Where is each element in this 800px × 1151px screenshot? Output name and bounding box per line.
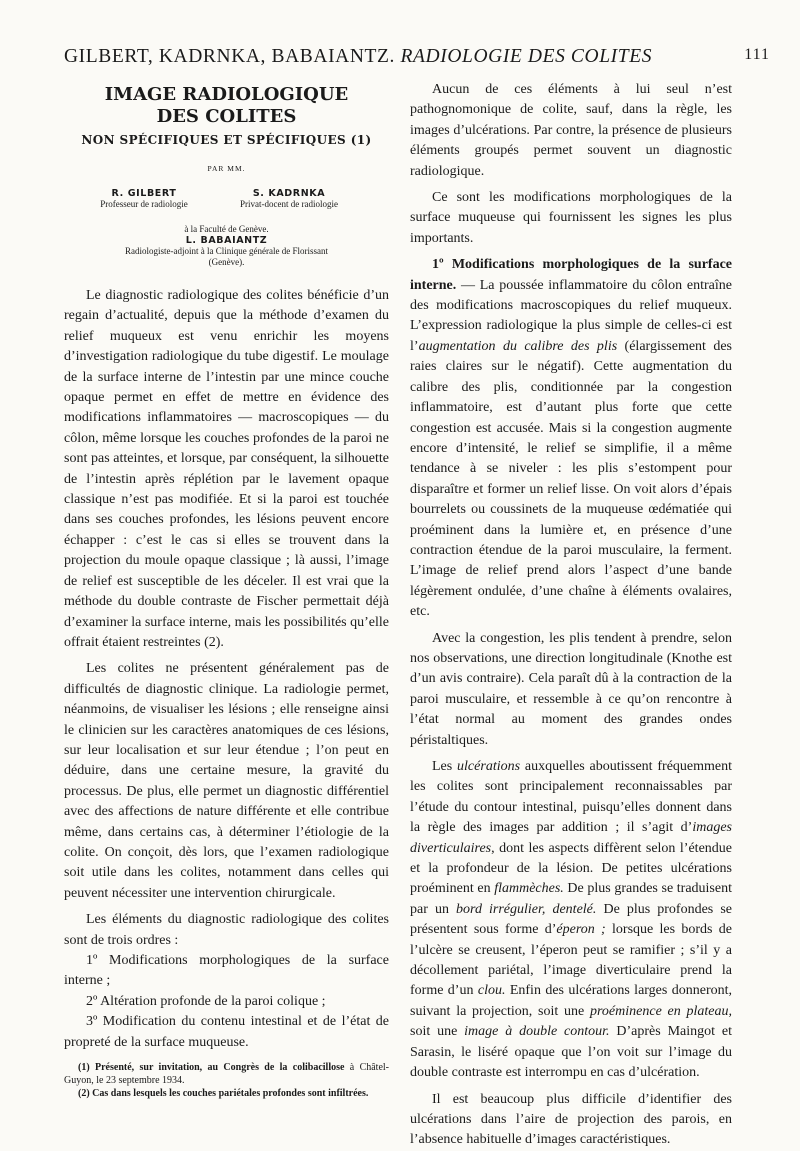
author-role: (Genève). (208, 257, 245, 267)
text-run: — La poussée inflammatoire du côlon entraîne des modifications macroscopiques du relief muqueux. L’expression radiologique la plus simple de celles-ci est l’ (410, 277, 732, 354)
author-name: L. BABAIANTZ (185, 235, 268, 246)
running-head-journal: RADIOLOGIE DES COLITES (400, 46, 653, 67)
text-run: lorsque les bords de l’ulcère se creusent, l’éperon peut se ramifier ; s’il y a décollement pariétal, l’image diverticulaire prend la forme d’un (410, 922, 732, 999)
left-column (64, 80, 389, 1100)
paragraph: Ce sont les modifications morphologiques de la surface muqueuse qui fournissent les signes les plus importants. (410, 190, 732, 246)
text-run-italic: images diverticulaires (410, 820, 732, 856)
author-name: S. KADRNKA (252, 188, 326, 199)
text-run-italic: bord irrégulier, dentelé. (456, 901, 597, 917)
text-run: auxquelles aboutissent fréquemment les colites sont principalement reconnaissables par l’étude du contour intestinal, puisqu’elles donnent dans la règle des images par addition ; il s’agit d’ (410, 759, 733, 836)
running-head (64, 46, 770, 72)
paragraph: Il est beaucoup plus difficile d’identifier des ulcérations dans l’aire de projection des parois, en l’absence habituelle d’images caractéristiques. (410, 1091, 732, 1148)
article-title-line1: IMAGE RADIOLOGIQUE (104, 84, 349, 105)
text-run: soit une (410, 1024, 465, 1040)
list-item: 2º Altération profonde de la paroi colique ; (86, 993, 326, 1009)
text-run: Enfin des ulcérations larges donneront, suivant la projection, soit une (410, 983, 732, 1019)
footnotes (64, 1061, 389, 1100)
author-kadrnka (214, 188, 364, 210)
par-mm: PAR MM. (207, 164, 246, 173)
list-item: 3º Modification du contenu intestinal et de l’état de propreté de la surface muqueuse. (64, 1014, 389, 1050)
author-name: R. GILBERT (111, 188, 177, 199)
text-run-italic: image à double contour. (464, 1024, 610, 1040)
footnote (64, 1061, 389, 1087)
text-run-italic: proéminence en plateau, (590, 1003, 732, 1019)
authors-block (64, 188, 389, 286)
footnote (64, 1087, 389, 1100)
paragraph (410, 255, 732, 622)
paragraph (410, 757, 732, 1084)
text-run: , dont les aspects diffèrent selon l’étendue et la profondeur de la lésion. De petites ulcérations proéminent en (410, 840, 732, 897)
text-run-italic: éperon ; (556, 922, 606, 938)
text-run-italic: flammèches. (494, 881, 564, 897)
article-title (64, 84, 389, 128)
text-run: Les (432, 759, 458, 774)
author-babaiantz (64, 224, 389, 268)
author-role: Radiologiste-adjoint à la Clinique générale de Florissant (125, 246, 328, 256)
text-run-italic: augmentation du calibre des plis (418, 338, 618, 354)
paragraph: Les éléments du diagnostic radiologique des colites sont de trois ordres : (64, 912, 389, 948)
text-run-italic: clou. (477, 983, 506, 999)
footnote-text: infiltrées. (328, 1088, 369, 1100)
footnote-lead: (1) Présenté, sur invitation, au Congrès de la colibacillose (78, 1062, 345, 1074)
author-role: à la Faculté de Genève. (184, 224, 269, 234)
text-run: De plus grandes se traduisent par un (410, 881, 732, 917)
paragraph: Le diagnostic radiologique des colites bénéficie d’un regain d’actualité, depuis que la méthode d’examen du relief muqueux est venu enrichir les moyens d’investigation radiologique du tube digestif. Le moulage de la surface interne de l’intestin par une mince couche opaque permet en effet de mettre en évidence des modifications inflammatoires — macroscopiques — du côlon, même lorsque les couches profondes de la paroi ne sont pas atteintes, et lorsque, par conséquent, la silhouette de l’intestin après réplétion par le lavement opaque classique n’est pas modifiée. Et si la paroi est touchée dans ses couches profondes, les lésions peuvent encore échapper : c’est le cas si elles se trouvent dans la projection du moule opaque classique ; là aussi, l’image de relief est susceptible de les déceler. Il est vrai que la méthode du double contraste de Fischer permettait déjà d’examiner la surface interne, mais les possibilités qu’elle offrait étaient restreintes (2). (64, 288, 390, 650)
page-number: 111 (744, 46, 770, 63)
right-column (410, 80, 732, 1151)
article-subtitle: NON SPÉCIFIQUES ET SPÉCIFIQUES (1) (81, 133, 372, 147)
author-role: Privat-docent de radiologie (240, 199, 338, 209)
footnote-lead: (2) Cas dans lesquels les couches pariétales profondes sont (78, 1088, 326, 1100)
footnote-text: à Châtel-Guyon, le 23 septembre 1934. (64, 1062, 389, 1087)
text-run: De plus profondes se présentent sous forme d’ (410, 901, 732, 938)
text-run-italic: ulcérations (457, 759, 521, 774)
text-run: (élargissement des raies claires sur le négatif). Cette augmentation du calibre des plis, conditionnée par la congestion inflammatoire, est d’autant plus forte que cette congestion est accusée. Mais si la congestion augmente encore d’intensité, le relief se simplifie, il a même tendance à se niveler : les plis s’estompent pour disparaître et former un relief lisse. On voit alors d’épais bourrelets ou coussinets de la muqueuse œdématiée qui proéminent dans la lumière et, en présence d’une contraction étendue de la paroi musculaire, la ferment. L’image de relief prend alors l’aspect d’une bande légèrement ondulée, d’une chaîne à éléments ovalaires, etc. (410, 338, 732, 620)
paragraph: Avec la congestion, les plis tendent à prendre, selon nos observations, une direction longitudinale (Knothe est d’un avis contraire). Cela paraît dû à la contraction de la paroi musculaire, et ressemble à ce qu’on rencontre à l’état normal au moment des grandes ondes péristaltiques. (410, 630, 732, 748)
author-role: Professeur de radiologie (100, 199, 188, 209)
list-item: 1º Modifications morphologiques de la surface interne ; (64, 953, 389, 989)
article-title-line2: DES COLITES (156, 106, 297, 127)
running-head-authors: GILBERT, KADRNKA, BABAIANTZ. (64, 46, 396, 67)
section-heading: 1º Modifications morphologiques de la surface interne. (410, 257, 732, 293)
paragraph: Aucun de ces éléments à lui seul n’est pathognomonique de colite, sauf, dans la règle, les images d’ulcérations. Par contre, la présence de plusieurs éléments groupés permet souvent un diagnostic radiologique. (410, 82, 732, 179)
author-gilbert (84, 188, 204, 210)
paragraph: Les colites ne présentent généralement pas de difficultés de diagnostic clinique. La radiologie permet, néanmoins, de visualiser les lésions ; elle renseigne ainsi le clinicien sur les caractères anatomiques de ces lésions, sur leur localisation et sur leur étendue ; l’on peut en déduire, dans une certaine mesure, la gravité du processus. De plus, elle permet un diagnostic différentiel avec des affections de nature différente et elle contribue même, dans certains cas, à déterminer l’étiologie de la colite. On conçoit, dès lors, que l’examen radiologique soit utile dans les colites, notamment dans celles qui peuvent nécessiter une intervention chirurgicale. (64, 661, 389, 901)
text-run: D’après Maingot et Sarasin, le liséré opaque que l’on voit sur l’image du double contraste est interrompu en cas d’ulcération. (410, 1024, 732, 1081)
